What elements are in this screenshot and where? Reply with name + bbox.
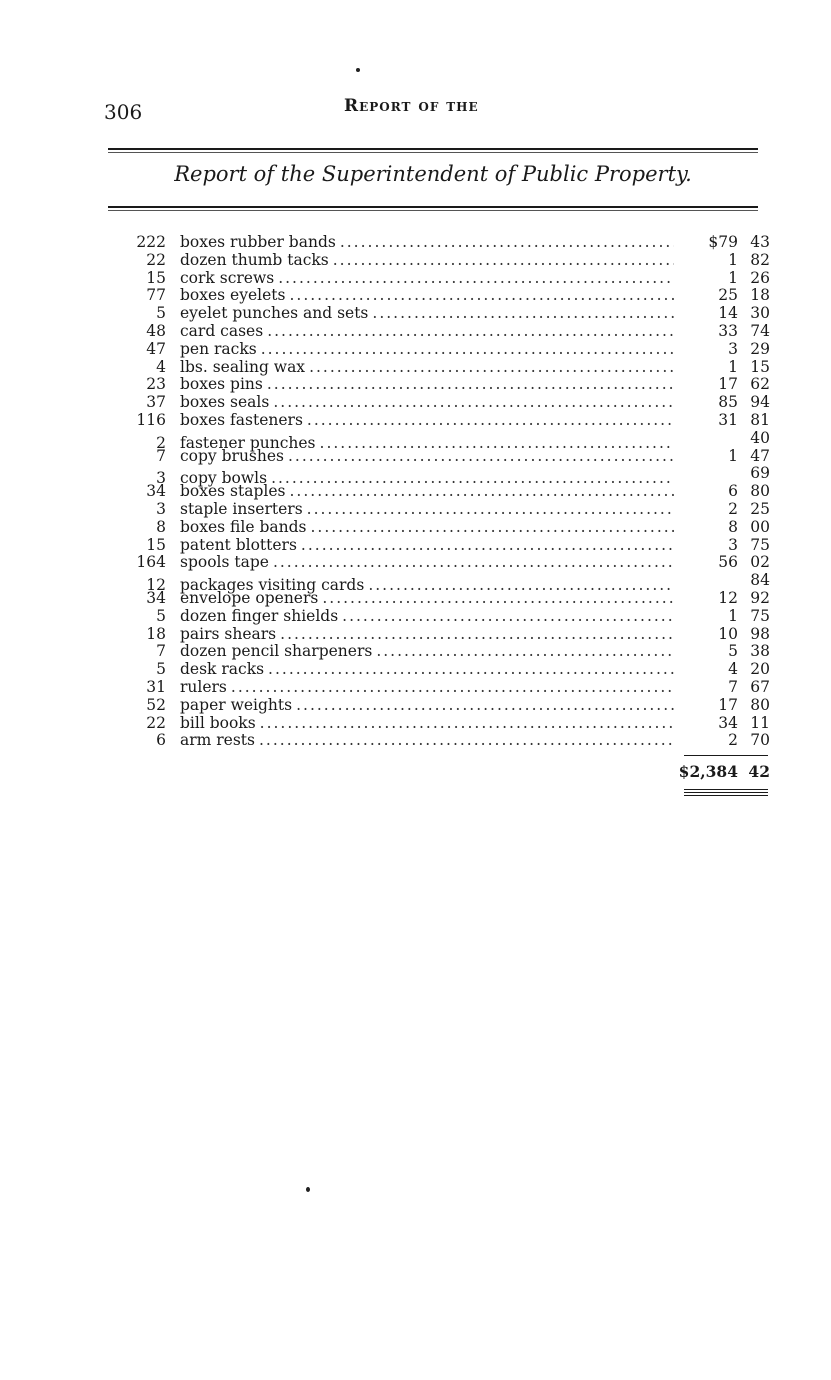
dot-leader [278, 270, 674, 288]
item-description: boxes staples [180, 482, 286, 501]
item-quantity: 5 [156, 606, 166, 625]
item-quantity: 23 [146, 375, 166, 394]
item-cents: 02 [750, 553, 770, 572]
item-cents: 11 [750, 713, 770, 732]
item-description: staple inserters [180, 499, 303, 518]
item-dollars: 2 [728, 499, 738, 518]
list-item [124, 643, 770, 661]
dot-leader [259, 732, 674, 750]
item-cents: 84 [750, 571, 770, 590]
item-dollars: 6 [728, 482, 738, 501]
item-cents: 75 [750, 535, 770, 554]
item-cents: 20 [750, 660, 770, 679]
item-dollars: 8 [728, 517, 738, 536]
item-cents: 62 [750, 375, 770, 394]
list-item [124, 234, 770, 252]
dot-leader [342, 608, 674, 626]
item-quantity: 5 [156, 660, 166, 679]
item-cents: 47 [750, 446, 770, 465]
item-dollars: 12 [718, 588, 738, 607]
item-dollars: 1 [728, 250, 738, 269]
total-double-rule [684, 795, 768, 796]
item-description: envelope openers [180, 588, 319, 607]
item-amount [678, 394, 770, 412]
list-item [124, 376, 770, 394]
item-description: fastener punches [180, 433, 316, 452]
item-description: lbs. sealing wax [180, 357, 306, 376]
item-cents: 81 [750, 410, 770, 429]
list-item [124, 305, 770, 323]
item-cents: 29 [750, 339, 770, 358]
item-quantity: 47 [146, 339, 166, 358]
list-item [124, 412, 770, 430]
item-cents: 82 [750, 250, 770, 269]
item-amount [678, 287, 770, 305]
item-dollars: 56 [718, 553, 738, 572]
list-item [124, 626, 770, 644]
item-amount [678, 732, 770, 750]
item-amount [678, 679, 770, 697]
item-description: spools tape [180, 553, 269, 572]
item-amount [678, 341, 770, 359]
list-item [124, 715, 770, 733]
section-subtitle: Report of the Superintendent of Public Property. [174, 162, 692, 186]
list-item [124, 697, 770, 715]
list-item [124, 590, 770, 608]
item-description: packages visiting cards [180, 575, 365, 594]
list-item [124, 464, 770, 488]
list-item [124, 679, 770, 697]
item-amount [678, 626, 770, 644]
top-rule-thin [108, 152, 758, 153]
dot-leader [322, 590, 674, 608]
list-item [124, 252, 770, 270]
print-speck [306, 1187, 310, 1192]
item-quantity: 77 [146, 286, 166, 305]
running-head: Report of the [344, 96, 479, 116]
item-description: dozen thumb tacks [180, 250, 329, 269]
item-description: paper weights [180, 695, 293, 714]
item-dollars [688, 465, 738, 483]
dot-leader [273, 394, 674, 412]
item-amount [678, 697, 770, 715]
item-dollars: 14 [718, 304, 738, 323]
item-cents: 25 [750, 499, 770, 518]
item-cents: 75 [750, 606, 770, 625]
item-quantity: 222 [136, 233, 166, 251]
item-description: rulers [180, 677, 227, 696]
dot-leader [372, 305, 674, 323]
item-quantity: 34 [146, 588, 166, 607]
item-quantity: 116 [136, 410, 166, 429]
item-dollars: 2 [728, 731, 738, 750]
item-amount [678, 501, 770, 519]
item-quantity: 22 [146, 250, 166, 269]
dot-leader [310, 519, 674, 537]
item-amount [678, 305, 770, 323]
dot-leader [376, 643, 674, 661]
item-dollars: 5 [728, 642, 738, 661]
bottom-rule [108, 206, 758, 208]
item-quantity: 3 [156, 499, 166, 518]
dot-leader [231, 679, 674, 697]
dot-leader [307, 412, 674, 430]
item-quantity: 3 [156, 469, 166, 488]
item-description: desk racks [180, 660, 265, 679]
item-amount [678, 661, 770, 679]
item-quantity: 12 [146, 575, 166, 594]
grand-total [660, 762, 770, 781]
item-quantity: 6 [156, 731, 166, 750]
item-cents: 38 [750, 642, 770, 661]
item-amount [678, 715, 770, 733]
item-description: dozen pencil sharpeners [180, 642, 373, 661]
item-cents: 92 [750, 588, 770, 607]
item-description: eyelet punches and sets [180, 304, 369, 323]
item-amount [678, 448, 770, 466]
item-quantity: 48 [146, 321, 166, 340]
item-description: copy brushes [180, 446, 284, 465]
item-description: arm rests [180, 731, 255, 750]
item-description: patent blotters [180, 535, 297, 554]
item-quantity: 7 [156, 642, 166, 661]
item-quantity: 8 [156, 517, 166, 536]
item-cents: 26 [750, 268, 770, 287]
item-quantity: 5 [156, 304, 166, 323]
item-quantity: 15 [146, 535, 166, 554]
item-cents: 98 [750, 624, 770, 643]
top-rule [108, 148, 758, 150]
item-quantity: 7 [156, 446, 166, 465]
dot-leader [309, 359, 674, 377]
item-amount [678, 465, 770, 483]
item-dollars: 85 [718, 393, 738, 412]
list-item [124, 501, 770, 519]
item-cents: 74 [750, 321, 770, 340]
item-description: card cases [180, 321, 264, 340]
list-item [124, 732, 770, 750]
item-description: bill books [180, 713, 256, 732]
item-quantity: 164 [136, 553, 166, 572]
item-cents: 80 [750, 482, 770, 501]
item-amount [678, 572, 770, 590]
list-item [124, 341, 770, 359]
list-item [124, 359, 770, 377]
item-cents: 80 [750, 695, 770, 714]
item-dollars: 25 [718, 286, 738, 305]
item-dollars: 3 [728, 339, 738, 358]
list-item [124, 483, 770, 501]
dot-leader [340, 234, 674, 252]
bottom-rule-thin [108, 210, 758, 211]
item-amount [678, 359, 770, 377]
item-quantity: 22 [146, 713, 166, 732]
item-quantity: 31 [146, 677, 166, 696]
item-cents: 18 [750, 286, 770, 305]
item-quantity: 2 [156, 433, 166, 452]
list-item [124, 323, 770, 341]
dot-leader [273, 554, 674, 572]
dot-leader [296, 697, 674, 715]
item-quantity: 15 [146, 268, 166, 287]
dot-leader [280, 626, 674, 644]
item-dollars: 1 [728, 268, 738, 287]
dot-leader [260, 715, 674, 733]
item-cents: 94 [750, 393, 770, 412]
item-dollars: $79 [708, 233, 738, 251]
item-dollars: 10 [718, 624, 738, 643]
item-description: pen racks [180, 339, 257, 358]
list-item [124, 571, 770, 594]
total-rule [684, 755, 768, 756]
item-quantity: 18 [146, 624, 166, 643]
item-amount [678, 270, 770, 288]
item-amount [678, 643, 770, 661]
total-double-rule [684, 792, 768, 793]
item-quantity: 4 [156, 357, 166, 376]
total-dollars: $2,384 [678, 762, 738, 781]
item-description: dozen finger shields [180, 606, 339, 625]
list-item [124, 519, 770, 537]
item-description: boxes seals [180, 393, 270, 412]
item-dollars: 1 [728, 446, 738, 465]
item-dollars: 33 [718, 321, 738, 340]
item-amount [678, 376, 770, 394]
dot-leader [288, 448, 674, 466]
item-description: pairs shears [180, 624, 277, 643]
item-dollars: 31 [718, 410, 738, 429]
dot-leader [301, 537, 674, 555]
item-dollars: 3 [728, 535, 738, 554]
item-cents: 70 [750, 731, 770, 750]
item-quantity: 34 [146, 482, 166, 501]
item-cents: 00 [750, 517, 770, 536]
item-description: boxes file bands [180, 517, 307, 536]
item-dollars: 34 [718, 713, 738, 732]
item-amount [678, 234, 770, 252]
item-amount [678, 590, 770, 608]
item-description: boxes eyelets [180, 286, 286, 305]
dot-leader [268, 661, 674, 679]
item-amount [678, 252, 770, 270]
item-description: boxes fasteners [180, 410, 303, 429]
list-item [124, 554, 770, 572]
item-amount [678, 483, 770, 501]
item-cents: 43 [750, 233, 770, 251]
item-description: cork screws [180, 268, 275, 287]
item-dollars: 7 [728, 677, 738, 696]
dot-leader [267, 376, 674, 394]
item-dollars [688, 572, 738, 590]
item-cents: 40 [750, 428, 770, 447]
item-description: boxes pins [180, 375, 263, 394]
list-item [124, 270, 770, 288]
item-amount [678, 323, 770, 341]
item-cents: 30 [750, 304, 770, 323]
item-amount [678, 412, 770, 430]
item-amount [678, 519, 770, 537]
list-item [124, 394, 770, 412]
list-item [124, 428, 770, 452]
dot-leader [333, 252, 674, 270]
list-item [124, 448, 770, 466]
item-cents: 69 [750, 464, 770, 483]
item-dollars: 17 [718, 695, 738, 714]
item-dollars: 1 [728, 606, 738, 625]
item-cents: 15 [750, 357, 770, 376]
item-amount [678, 537, 770, 555]
total-double-rule [684, 789, 768, 790]
dot-leader [267, 323, 674, 341]
dot-leader [261, 341, 674, 359]
list-item [124, 661, 770, 679]
dot-leader [289, 483, 674, 501]
item-amount [678, 608, 770, 626]
item-amount [678, 430, 770, 448]
total-cents: 42 [748, 762, 770, 781]
list-item [124, 537, 770, 555]
list-item [124, 608, 770, 626]
page-number: 306 [104, 100, 143, 124]
item-description: boxes rubber bands [180, 233, 336, 251]
item-list [124, 234, 770, 750]
print-speck [356, 68, 360, 72]
item-amount [678, 554, 770, 572]
item-description: copy bowls [180, 469, 268, 488]
item-dollars: 4 [728, 660, 738, 679]
item-quantity: 37 [146, 393, 166, 412]
item-dollars [688, 430, 738, 448]
item-cents: 67 [750, 677, 770, 696]
dot-leader [307, 501, 674, 519]
item-dollars: 17 [718, 375, 738, 394]
item-dollars: 1 [728, 357, 738, 376]
dot-leader [289, 287, 674, 305]
list-item [124, 287, 770, 305]
item-quantity: 52 [146, 695, 166, 714]
